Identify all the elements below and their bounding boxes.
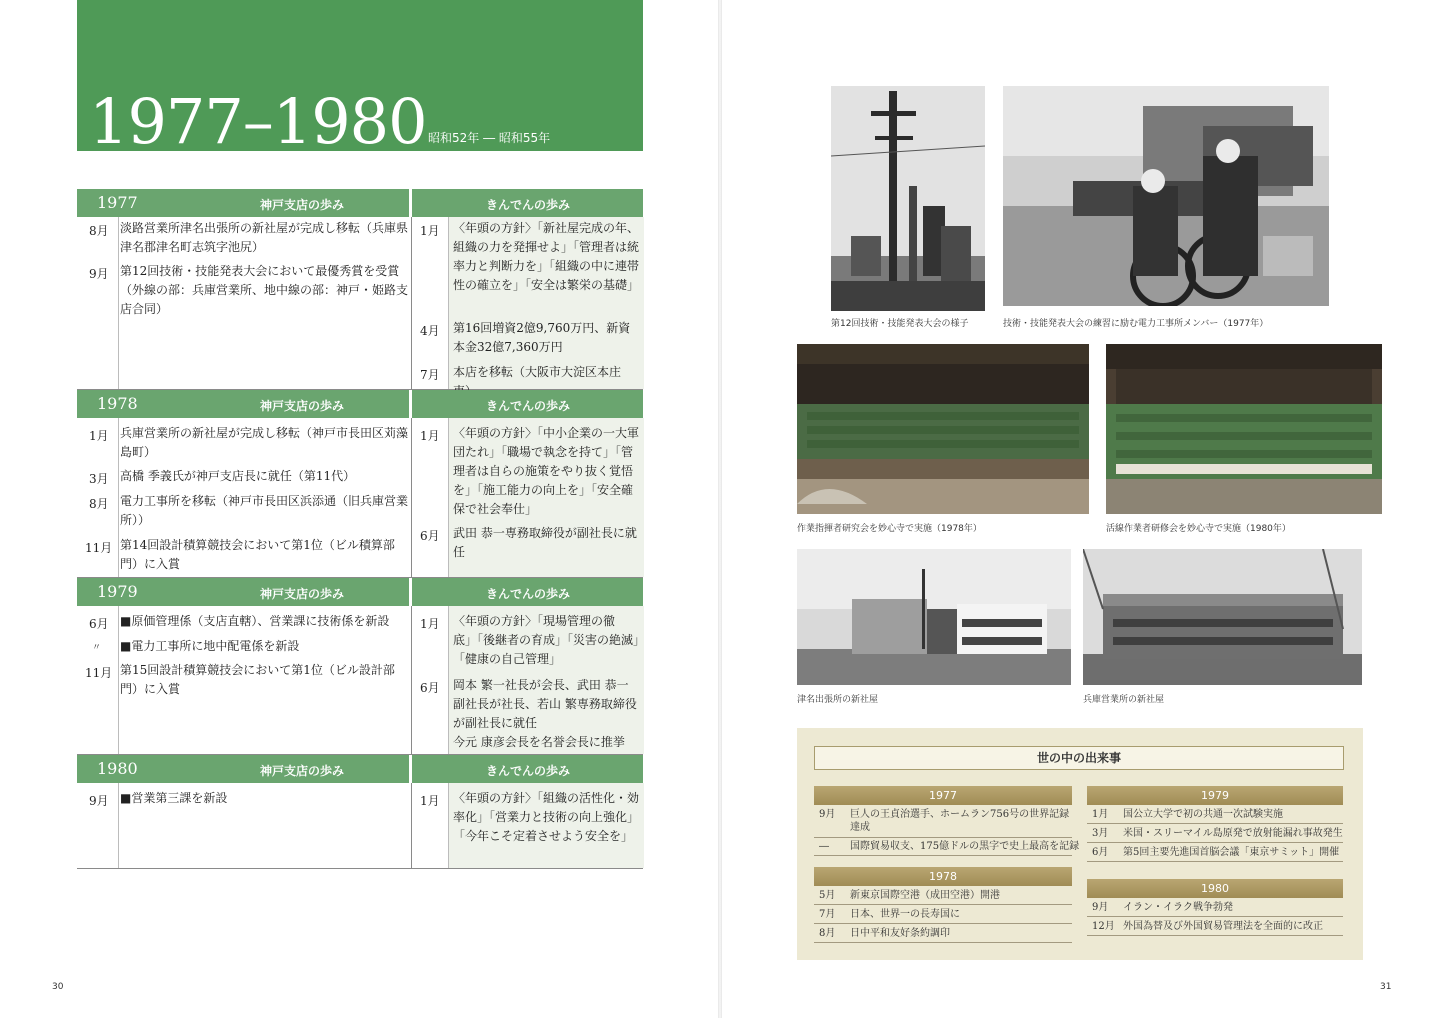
timeline-header	[77, 755, 643, 783]
entry-month: 1月	[420, 617, 440, 631]
world-event-row	[1087, 807, 1343, 824]
chapter-header	[77, 0, 643, 158]
month-col-left	[77, 217, 118, 389]
world-event-row	[1087, 919, 1343, 936]
world-event-row	[814, 807, 1072, 838]
timeline-header	[77, 390, 643, 418]
timeline-body	[77, 783, 643, 869]
entry-text: 電力工事所を移転（神戸市長田区浜添通（旧兵庫営業所））	[120, 494, 409, 527]
entry-text: ■電力工事所に地中配電係を新設	[120, 639, 300, 653]
entry-month: 1月	[420, 224, 440, 238]
world-event-month: 9月	[819, 809, 836, 820]
timeline-1979	[77, 578, 643, 755]
photo-tsuna-office	[797, 549, 1071, 685]
world-event-text: 日中平和友好条約調印	[850, 928, 950, 939]
timeline-body	[77, 418, 643, 578]
world-event-month: 6月	[1092, 847, 1109, 858]
entry-text: ■営業第三課を新設	[120, 791, 228, 805]
world-event-text: 日本、世界一の長寿国に	[850, 909, 960, 920]
world-event-text: 国公立大学で初の共通一次試験実施	[1123, 809, 1283, 820]
entry-month: 11月	[85, 541, 113, 555]
photo-workers-image	[1003, 86, 1329, 306]
entry-month: 6月	[420, 529, 440, 543]
entry-month: 8月	[89, 224, 109, 238]
photo-group-1980	[1106, 344, 1382, 514]
photo-hyogo-office-image	[1083, 549, 1362, 685]
timeline-body	[77, 606, 643, 755]
world-event-month: 5月	[819, 890, 836, 901]
page-number-left: 30	[52, 982, 64, 992]
header-separator	[409, 755, 412, 783]
entry-month: 1月	[420, 429, 440, 443]
column-label-branch: 神戸支店の歩み	[259, 587, 344, 601]
world-year-1980: 1980	[1087, 879, 1343, 898]
photo-caption: 作業指揮者研究会を妙心寺で実施（1978年）	[797, 524, 982, 534]
entry-month: 7月	[420, 368, 440, 382]
world-year-1979: 1979	[1087, 786, 1343, 805]
world-event-month: 3月	[1092, 828, 1109, 839]
entry-month: 9月	[89, 794, 109, 808]
entry-text: 第14回設計積算競技会において第1位（ビル積算部門）に入賞	[120, 538, 395, 571]
entry-text: 〈年頭の方針〉「現場管理の徹底」「後継者の育成」「災害の絶滅」「健康の自己管理」	[453, 614, 640, 666]
photo-group-1978-image	[797, 344, 1089, 514]
world-events-panel	[797, 728, 1363, 960]
world-event-month: 8月	[819, 928, 836, 939]
timeline-1978	[77, 390, 643, 578]
world-event-row	[1087, 845, 1343, 862]
right-page	[720, 0, 1440, 1018]
world-event-text: 外国為替及び外国貿易管理法を全面的に改正	[1123, 921, 1323, 932]
photo-caption: 技術・技能発表大会の練習に励む電力工事所メンバー（1977年）	[1003, 319, 1269, 329]
entry-month: 11月	[85, 666, 113, 680]
world-event-month: 7月	[819, 909, 836, 920]
entry-month: 〃	[92, 643, 102, 653]
entry-text: 〈年頭の方針〉「新社屋完成の年、組織の力を発揮せよ」「管理者は統率力と判断力を」「組織の中に連帯性の確立を」「安全は繁栄の基礎」	[453, 221, 640, 292]
entry-text: 岡本 繁一社長が会長、武田 恭一副社長が社長、若山 繁専務取締役が副社長に就任	[453, 678, 637, 730]
entry-text: 〈年頭の方針〉「中小企業の一大軍団たれ」「職場で執念を持て」「管理者は自らの施策をやり抜く覚悟を」「施工能力の向上を」「安全確保で社会奉仕」	[453, 426, 640, 516]
entry-month: 6月	[420, 681, 440, 695]
photo-hyogo-office	[1083, 549, 1362, 685]
photo-caption: 活線作業者研修会を妙心寺で実施（1980年）	[1106, 524, 1291, 534]
entry-text: 本店を移転（大阪市大淀区本庄	[453, 365, 622, 379]
entry-month: 1月	[89, 429, 109, 443]
column-label-company: きんでんの歩み	[485, 399, 570, 413]
entry-text: 兵庫営業所の新社屋が完成し移転（神戸市長田区苅藻島町）	[120, 426, 409, 459]
timeline-header	[77, 189, 643, 217]
world-event-row	[814, 907, 1072, 924]
timeline-1977	[77, 189, 643, 390]
entry-month: 9月	[89, 267, 109, 281]
world-year-1978: 1978	[814, 867, 1072, 886]
photo-tsuna-office-image	[797, 549, 1071, 685]
entry-month: 6月	[89, 617, 109, 631]
photo-group-1978	[797, 344, 1089, 514]
photo-pole-image	[831, 86, 985, 311]
column-label-company: きんでんの歩み	[485, 198, 570, 212]
photo-caption: 兵庫営業所の新社屋	[1083, 695, 1165, 705]
chapter-era-range: 昭和52年 ― 昭和55年	[428, 131, 551, 145]
photo-caption: 第12回技術・技能発表大会の様子	[831, 319, 969, 329]
entry-text: 第12回技術・技能発表大会において最優秀賞を受賞（外線の部：兵庫営業所、地中線の部：神戸・姫路支店合同）	[120, 264, 409, 316]
world-event-month: 12月	[1092, 921, 1115, 932]
world-event-row	[814, 839, 1080, 856]
world-event-text: 米国・スリーマイル島原発で放射能漏れ事故発生	[1123, 828, 1343, 839]
column-label-branch: 神戸支店の歩み	[259, 198, 344, 212]
world-event-row	[814, 926, 1072, 943]
world-event-row	[1087, 900, 1343, 917]
world-event-text: 国際貿易収支、175億ドルの黒字で史上最高を記録	[850, 841, 1080, 852]
world-event-text: イラン・イラク戦争勃発	[1123, 902, 1233, 913]
header-separator	[409, 578, 412, 606]
world-event-row	[1087, 826, 1343, 843]
entry-text: ■原価管理係（支店直轄）、営業課に技術係を新設	[120, 614, 390, 628]
entry-month: 3月	[89, 472, 109, 486]
entry-month: 4月	[420, 324, 440, 338]
page-number-right: 31	[1380, 982, 1392, 992]
column-label-company: きんでんの歩み	[485, 764, 570, 778]
entry-text: 第16回増資2億9,760万円、新資本金32億7,360万円	[453, 321, 631, 354]
photo-pole-event	[831, 86, 985, 311]
column-label-branch: 神戸支店の歩み	[259, 764, 344, 778]
photo-caption: 津名出張所の新社屋	[797, 695, 879, 705]
entry-month: 8月	[89, 497, 109, 511]
timeline-header	[77, 578, 643, 606]
entry-text: 高橋 季義氏が神戸支店長に就任（第11代）	[120, 469, 356, 483]
entry-text: 〈年頭の方針〉「組織の活性化・効率化」「営業力と技術の向上強化」「今年こそ定着させよう安全を」	[453, 791, 640, 843]
header-separator	[409, 189, 412, 217]
world-event-text: 巨人の王貞治選手、ホームラン756号の世界記録達成	[850, 809, 1070, 833]
photo-group-1980-image	[1106, 344, 1382, 514]
world-event-month: 1月	[1092, 809, 1109, 820]
photo-workers-practice	[1003, 86, 1329, 306]
timeline-year: 1977	[97, 193, 138, 212]
timeline-year: 1979	[97, 582, 138, 601]
world-event-text: 第5回主要先進国首脳会議「東京サミット」開催	[1123, 847, 1340, 858]
entry-text: 第15回設計積算競技会において第1位（ビル設計部門）に入賞	[120, 663, 395, 696]
month-col-right	[411, 217, 449, 389]
entry-text: 淡路営業所津名出張所の新社屋が完成し移転（兵庫県津名郡津名町志筑字池尻）	[120, 221, 409, 254]
entry-month: 1月	[420, 794, 440, 808]
chapter-year-range: 1977–1980	[89, 85, 427, 158]
entry-text: 今元 康彦会長を名誉会長に推挙	[453, 735, 625, 749]
world-event-month: ―	[819, 841, 829, 852]
entry-text: 武田 恭一専務取締役が副社長に就任	[453, 526, 637, 559]
timeline-year: 1980	[97, 759, 138, 778]
column-label-company: きんでんの歩み	[485, 587, 570, 601]
timeline-body	[77, 217, 643, 390]
column-label-branch: 神戸支店の歩み	[259, 399, 344, 413]
timeline-year: 1978	[97, 394, 138, 413]
world-event-row	[814, 888, 1072, 905]
header-separator	[409, 390, 412, 418]
world-year-1977: 1977	[814, 786, 1072, 805]
world-event-month: 9月	[1092, 902, 1109, 913]
world-event-text: 新東京国際空港（成田空港）開港	[850, 890, 1000, 901]
timeline-1980	[77, 755, 643, 869]
world-events-title: 世の中の出来事	[814, 746, 1344, 770]
